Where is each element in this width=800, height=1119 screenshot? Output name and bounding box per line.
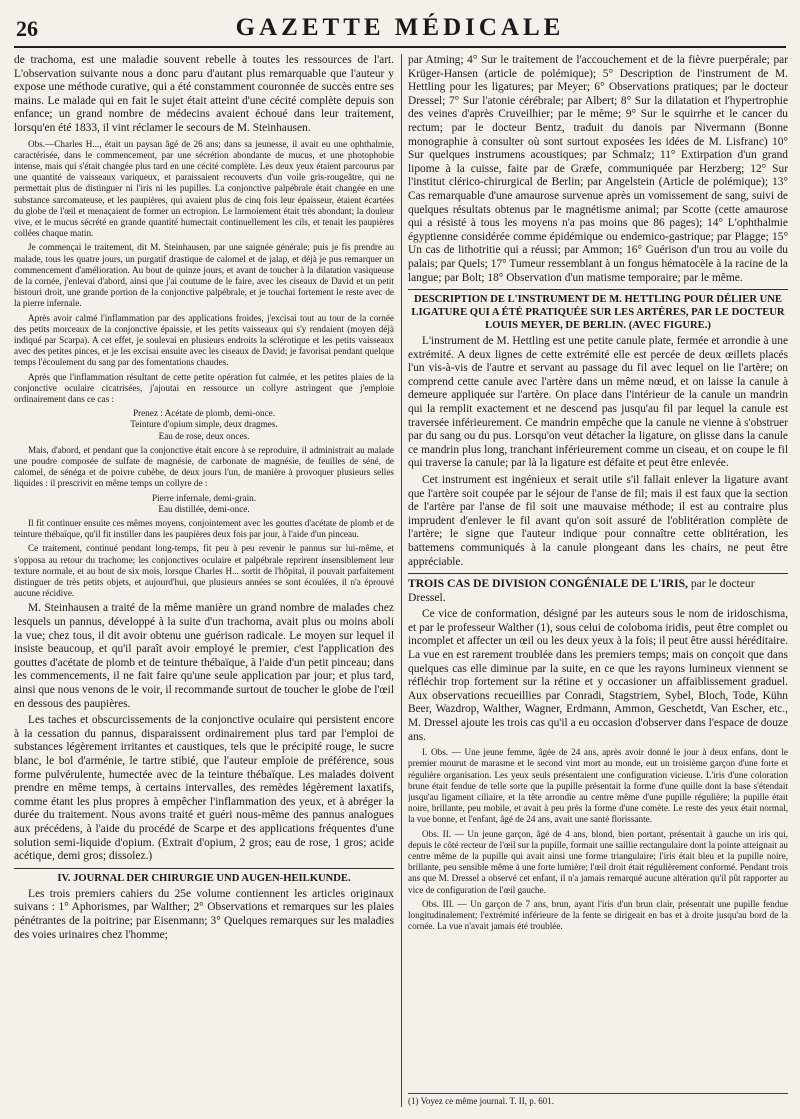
page-number: 26 <box>16 16 38 41</box>
recipe-line: Eau de rose, deux onces. <box>158 430 250 441</box>
footnote: (1) Voyez ce même journal. T. II, p. 601. <box>408 1093 788 1107</box>
outcome-paragraph: Ce traitement, continué pendant long-temps, fit peu à peu revenir le pannus sur lui-même, et s'opposa au retour du trachome; les conjonctives oculaire et palpébrale reprirent insensiblement leur texture normale, et au bout de six mois, lorsque Charles H... sortit de l'hôpital, il pouvait parfaitement distinguer de très petits objets, et aujourd'hui, que plusieurs années se sont écoulées, il n'a éprouvé aucune récidive. <box>14 543 394 599</box>
iris-heading-author: par le docteur Dressel. <box>408 577 755 605</box>
column-divider <box>401 54 402 1107</box>
page-header <box>14 12 786 48</box>
treatment-paragraph: Je commençai le traitement, dit M. Steinhausen, par une saignée générale; puis je fis prendre au malade, tous les quatre jours, un purgatif drastique de calomel et de jalap, et déjà je pus remarquer un commencement d'amélioration. Au bout de quinze jours, et avant de toucher à la dilatation vasiqueuse de la cornée, j'enlevai d'abord, ainsi que j'ai coutume de le faire, avec les ciseaux de David et un petit bistouri droit, une grande portion de la conjonctive palpébrale, et je touchai fortement le reste avec de la pierre infernale. <box>14 242 394 309</box>
section-heading-journal: IV. JOURNAL DER CHIRURGIE UND AUGEN-HEILKUNDE. <box>14 868 394 885</box>
section-heading-hettling: DESCRIPTION DE L'INSTRUMENT DE M. HETTLING POUR DÉLIER UNE LIGATURE QUI A ÉTÉ PRATIQUÉE SUR LES ARTÈRES, PAR LE DOCTEUR LOUIS MEYER, DE BERLIN. (AVEC FIGURE.) <box>408 289 788 332</box>
treatment-paragraph-3: Après que l'inflammation résultant de cette petite opération fut calmée, et les petites plaies de la conjonctive oculaire cicatrisées, j'ajoutai en ressource un collyre astringent que j'emploie ordinairement dans ce cas : <box>14 371 394 405</box>
iris-observation-1: I. Obs. — Une jeune femme, âgée de 24 ans, après avoir donné le jour à deux enfans, dont le premier mourut de marasme et le second vint mort au monde, eut un troisième garçon d'une forte et régulière organisation. Les yeux seuls présentaient une configuration vicieuse. L'iris d'une coloration brune était fendue de telle sorte que la pupille présentait la forme d'une quille dont la base s'étendait jusqu'au ligament ciliaire, et la tête arrondie au centre même d'une pupille régulière; la pupille était noire, brillante, peu mobile, et avait à peu près la forme d'une comète. Le reste des yeux était normal, la vue bonne, et l'enfant, âgé de 24 ans, avait une santé florissante. <box>408 747 788 825</box>
articles-list-start: Les trois premiers cahiers du 25e volume contiennent les articles originaux suivans : 1° Aphorismes, par Walther; 2° Observations et remarques sur les plaies pénétrantes de la poitrine; par Eisenmann; 3° Quelques remarques sur les maladies des voies urinaires chez l'homme; <box>14 887 394 941</box>
continuation-paragraph: Il fit continuer ensuite ces mêmes moyens, conjointement avec les gouttes d'acétate de plomb et de teinture thébaïque, qu'il fit instiller dans les paupières deux fois par jour, à l'aide d'un pinceau. <box>14 518 394 540</box>
iris-heading-title: TROIS CAS DE DIVISION CONGÉNIALE DE L'IRIS, <box>408 577 688 591</box>
iris-observation-3: Obs. III. — Un garçon de 7 ans, brun, ayant l'iris d'un brun clair, présentait une pupille fendue longitudinalement; l'extrémité inférieure de la fente se dirigeait en bas et à droite jusqu'au bord de la cornée. La vue n'avait jamais été troublée. <box>408 898 788 932</box>
observation-paragraph: Obs.—Charles H..., était un paysan âgé de 26 ans; dans sa jeunesse, il avait eu une ophthalmie, caractérisée, dans le commencement, par une sécrétion abondante de mucus, et une photophobie intense, mais qui s'était changée plus tard en une cécité complète. Les deux yeux étaient parcourus par une quantité de vaisseaux variqueux, et paraissaient recouverts d'un voile gris-rougeâtre, qui ne permettait plus de distinguer ni l'iris ni les pupilles. La conjonctive palpébrale était changée en une substance sarcomateuse, et les paupières, qui avaient plus de cinq fois leur épaisseur, étaient écartées du globe de l'œil et menaçaient de former un ectropion. Le larmoiement était très abondant; la douleur vive, et le mucus sécrété en grande quantité humectait continuellement les cils, et tenait les paupières collées chaque matin. <box>14 138 394 239</box>
powder-paragraph: Mais, d'abord, et pendant que la conjonctive était encore à se reproduire, il administrait au malade une poudre composée de sulfate de magnésie, de carbonate de magnésie, de feuilles de séné, de calomel, de sénéga et de poivre cubèbe, de deux jours l'un, de manière à provoquer plusieurs selles liquides : il prescrivit en même temps un collyre de : <box>14 444 394 489</box>
right-column <box>408 54 788 1109</box>
method-paragraph: M. Steinhausen a traité de la même manière un grand nombre de malades chez lesquels un pannus, développé à la suite d'un trachoma, avait plus ou moins aboli la vue; chez tous, il dit avoir obtenu une guérison radicale. Le moyen sur lequel il insiste beaucoup, et qu'il paraît avoir employé le premier, c'est l'application des gouttes d'acétate de plomb et de teinture thébaïque, à l'aide d'un petit pinceau; dans les commencements, il ne fait faire qu'une seule application par jour; et plus tard, ainsi que nous venons de le voir, il recommande surtout de toucher le globe de l'œil en dessous des paupières. <box>14 602 394 710</box>
recipe-line: Teinture d'opium simple, deux dragmes. <box>130 419 278 430</box>
recipe-line: Prenez : Acétate de plomb, demi-once. <box>132 408 276 419</box>
iris-intro-paragraph: Ce vice de conformation, désigné par les auteurs sous le nom de iridoschisma, et par le professeur Walther (1), sous celui de coloboma iridis, peut être complet ou incomplet et affecter un œil ou les deux yeux à la fois; il peut être aussi héréditaire. La vue en est rarement troublée dans les premiers temps; mais on conçoit que dans quelques cas elle diminue par la suite, en ce que les rayons lumineux viennent se réfléchir trop fortement sur la rétine et y occasioner un affaiblissement graduel. Aux observations recueillies par Conradi, Stagstriem, Sybel, Bloch, Tode, Kühn Beer, Wazdrop, Walther, Wagner, Erdmann, Ammon, Geschetdt, Van Escher, etc., M. Dressel ajoute les trois cas qu'il a eu occasion d'observer dans l'espace de douze ans. <box>408 608 788 743</box>
recipe-line: Eau distillée, demi-once. <box>158 503 250 514</box>
instrument-critique: Cet instrument est ingénieux et serait utile s'il fallait enlever la ligature avant que l'artère soit coupée par le séjour de l'anse de fil; mais il est faux que la section de l'artère par l'anse de fil soit une mauvaise méthode; il est au contraire plus imprudent d'enlever le fil avant qu'on soit assuré de l'oblitération complète de l'artère; le signe que l'auteur indique pour connaître cette oblitération, les battemens communiqués à la canule plongeant dans les chairs, ne peut être appréciable. <box>408 474 788 568</box>
recipe-line: Pierre infernale, demi-grain. <box>151 492 257 503</box>
instrument-description: L'instrument de M. Hettling est une petite canule plate, fermée et arrondie à une extrémité. A deux lignes de cette extrémité elle est percée de deux œillets placés l'un vis-à-vis de l'autre et servant au passage du fil avec lequel on lie l'artère; on comprend cette canule avec l'artère dans un même nœud, et on laisse la canule à demeure appliquée sur l'artère. On place dans l'intérieur de la canule un mandrin qui la remplit exactement et ne descend pas jusqu'au fil par lequel la canule est traversée inférieurement. Ce mandrin empêche que la canule ne vienne à s'obstruer par du sang ou du pus. Lorsqu'on veut détacher la ligature, on glisse dans la canule ce mandrin plus long, tranchant inférieurement comme un ciseau, et on coupe le fil qui traverse la canule; par là la ligature est défaite et peut être enlevée. <box>408 335 788 470</box>
left-column <box>14 54 394 1109</box>
journal-title: GAZETTE MÉDICALE <box>235 14 565 41</box>
second-collyre-recipe <box>14 493 394 515</box>
articles-list-continued: par Atming; 4° Sur le traitement de l'accouchement et de la fièvre puerpérale; par Krüger-Hansen (article de polémique); 5° Description de l'instrument de M. Hettling pour les ligatures; par Meyer; 6° Observations pratiques; par le docteur Dressel; 7° Sur l'atonie cérébrale; par Albert; 8° Sur la dilatation et l'hypertrophie des veines d'après Cruveilhier; par le même; 9° Sur le squirrhe et le cancer du rectum; par le docteur Bentz, traduit du danois par Nivermann (Bonne monographie à consulter où sont surtout exposées les idées de M. Lisfranc) 10° Sur quelques instrumens acoustiques; par Schmalz; 11° Extirpation d'un grand lipome à la cuisse, faite par de Græfe, communiquée par Herzberg; 12° Sur l'institut clérico-chirurgical de Berlin; par Angelstein (Article de polémique); 13° Cas remarquable d'une amaurose survenue après un vomissement de sang, suivi de quelques résultats obtenus par le magnétisme animal; par Scotte (cette amaurose qui a résisté à tous les moyens n'a pas moins que 86 pages); 14° L'ophthalmie égyptienne considérée comme épidémique ou endemico-gastrique; par Plagge; 15° Un cas de lithotritie qui a réussi; par Ammon; 16° Guérison d'un trou au voile du palais; par Quels; 17° Tumeur ressemblant à un fongus hématocèle à la racine de la langue; par Bolt; 18° Observation d'un matisme temporaire; par le même. <box>408 54 788 284</box>
iris-observation-2: Obs. II. — Un jeune garçon, âgé de 4 ans, blond, bien portant, présentait à gauche un iris qui, depuis le côté recteur de l'œil sur la pupille, formait une saillie rectangulaire dont la pointe atteignait au centre même de la pupille qui avait ainsi une forme triangulaire; l'iris était bleu et la pupille noire, brillante, peu sensible même à une forte lumière; l'œil droit était régulièrement conformé. Pendant trois ans que M. Dressel a observé cet enfant, il n'a jamais remarqué aucune altération qu'il pût rapporter au vice de configuration de l'œil gauche. <box>408 828 788 895</box>
treatment-paragraph-2: Après avoir calmé l'inflammation par des applications froides, j'excisai tout au tour de la cornée des petits morceaux de la conjonctive épaissie, et les petits vaisseaux qui s'y rendaient (moyen déjà indiqué par Scarpa). A cet effet, je soulevai en plusieurs endroits la sclérotique et les petits vaisseaux avec des petites pinces, et je les excisai ensuite avec les ciseaux de David; je favorisai pendant quelque temps l'écoulement du sang par des fomentations chaudes. <box>14 312 394 368</box>
section-heading-iris <box>408 573 788 605</box>
intro-paragraph: de trachoma, est une maladie souvent rebelle à toutes les ressources de l'art. L'observation suivante nous a donc paru d'autant plus remarquable que l'auteur y expose une méthode curative, qui a été constamment couronnée de succès entre ses mains. Le malade qui en fait le sujet était atteint d'une cécité complète depuis son enfance; un grand nombre de médecins avaient échoué dans leur traitement, lorsqu'en été 1833, il vint réclamer le secours de M. Steinhausen. <box>14 54 394 134</box>
stains-paragraph: Les taches et obscurcissements de la conjonctive oculaire qui persistent encore à la cessation du pannus, disparaissent ordinairement plus tard par l'emploi de substances légèrement irritantes et caustiques, tels que le précipité rouge, le sucre blanc, le bol d'arménie, le tartre stibié, que l'auteur emploie de préférence, sous forme pulvérulente, humectée avec de la teinture thébaïque. Les malades doivent prendre en même temps, à certains intervalles, des remèdes légèrement laxatifs, comme étant les plus propres à empêcher l'inflammation des yeux, et à abréger la durée du traitement. Nous avons traité et guéri nous-même des pannus analogues aux précédens, à l'aide du procédé de Scarpe et des applications fréquentes d'une solution semi-liquide d'opium. (Extrait d'opium, 2 gros; eau de rose, 1 gros; acide acétique, demi gros; dissolez.) <box>14 714 394 863</box>
collyre-recipe <box>14 408 394 442</box>
